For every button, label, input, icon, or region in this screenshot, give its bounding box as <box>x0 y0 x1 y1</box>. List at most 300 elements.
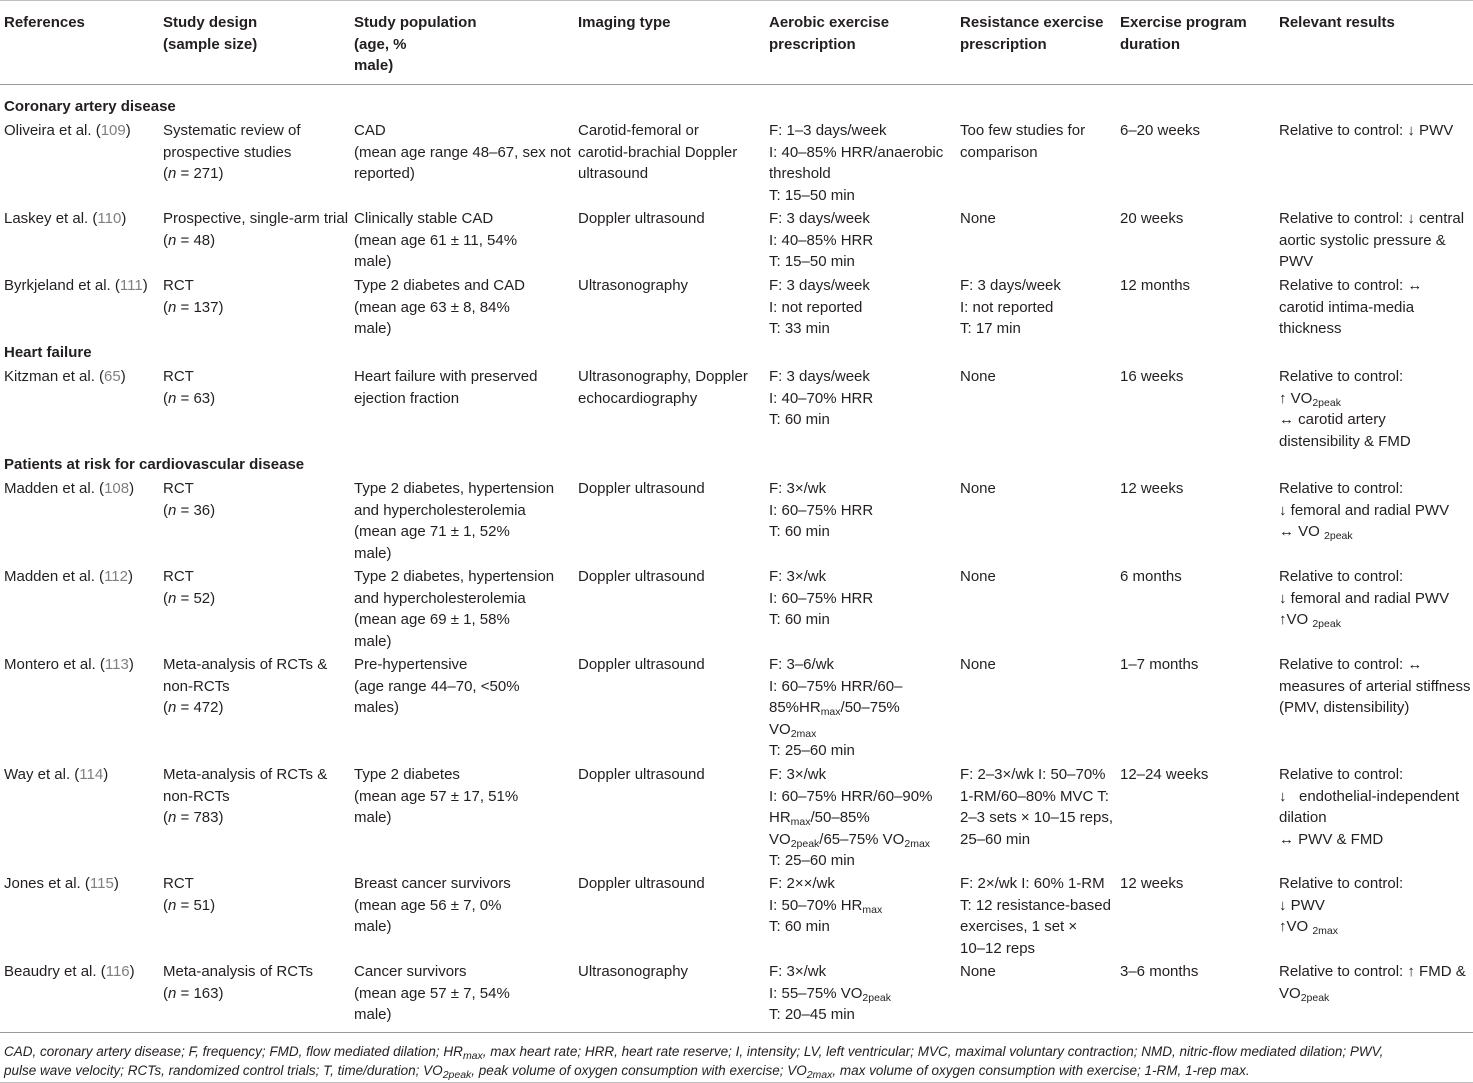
reference-author: Byrkjeland et al. ( <box>4 277 120 294</box>
sample-eq: = <box>176 809 194 826</box>
cell-design <box>163 873 215 916</box>
aerobic-line: I: 60–75% HRR/60– <box>769 677 903 695</box>
aerobic-line <box>769 719 902 741</box>
resistance-line: comparison <box>960 143 1038 161</box>
population-line: Type 2 diabetes, hypertension <box>354 480 555 497</box>
design-line: Meta-analysis of RCTs & <box>163 656 328 673</box>
cell-duration: 6 months <box>1120 568 1182 585</box>
cell-population <box>354 961 510 1026</box>
results-line: Relative to control: ↔ <box>1279 656 1423 673</box>
cell-reference <box>4 275 148 297</box>
population-line: male) <box>354 1006 392 1023</box>
results-line <box>1279 983 1466 1005</box>
resistance-line: 2–3 sets × 10–15 reps, <box>960 809 1114 826</box>
reference-author: Kitzman et al. ( <box>4 368 105 385</box>
population-line: (mean age 57 ± 7, 54% <box>354 984 510 1002</box>
header-study-design <box>163 12 257 55</box>
cell-resistance <box>960 275 1061 340</box>
cell-duration: 1–7 months <box>1120 656 1199 673</box>
header-resistance <box>960 12 1103 55</box>
results-line <box>1279 916 1403 938</box>
results-subscript: 2peak <box>1300 991 1330 1004</box>
imaging-line: Doppler ultrasound <box>578 875 705 892</box>
sample-size: (n = 271) <box>163 165 224 182</box>
sample-eq: = <box>176 389 194 407</box>
cell-reference <box>4 366 126 388</box>
cell-population <box>354 764 518 829</box>
aerobic-line: T: 33 min <box>769 320 830 337</box>
design-line: Prospective, single-arm trial <box>163 210 349 227</box>
design-line: RCT <box>163 277 194 294</box>
cell-duration: 20 weeks <box>1120 210 1184 227</box>
sample-eq: = <box>176 896 194 914</box>
cell-imaging <box>578 654 705 676</box>
footnote-text: , max heart rate; HRR, heart rate reserve; I, intensity; LV, left ventricular; MVC, maximal voluntary contraction; NMD, nitric-flow mediated dilation; PWV, <box>482 1044 1384 1059</box>
cell-resistance <box>960 566 996 588</box>
reference-link[interactable]: 65 <box>104 368 121 385</box>
reference-author: Madden et al. ( <box>4 480 105 497</box>
aerobic-subscript: max <box>862 903 883 916</box>
population-line: (mean age 56 ± 7, 0% <box>354 896 502 914</box>
cell-aerobic <box>769 654 902 762</box>
sample-size: (n = 48) <box>163 231 216 249</box>
population-line: male) <box>354 918 392 935</box>
results-line: dilation <box>1279 809 1327 826</box>
header-imaging-text: Imaging type <box>578 14 671 31</box>
header-study-population <box>354 12 476 77</box>
sample-eq: = <box>176 501 194 519</box>
aerobic-subscript: max <box>790 816 811 828</box>
reference-link[interactable]: 113 <box>104 656 129 673</box>
reference-link[interactable]: 110 <box>97 210 122 227</box>
aerobic-line: T: 20–45 min <box>769 1006 855 1023</box>
cell-reference <box>4 120 131 142</box>
population-line: (mean age 61 ± 11, 54% <box>354 231 518 249</box>
imaging-line: Doppler ultrasound <box>578 480 705 497</box>
cell-duration: 12–24 weeks <box>1120 766 1209 783</box>
header-duration-line: duration <box>1120 35 1180 53</box>
sample-size: (n = 783) <box>163 809 224 826</box>
reference-author: Oliveira et al. ( <box>4 122 101 139</box>
resistance-line: None <box>960 568 996 585</box>
sample-n-value: 472 <box>193 699 219 716</box>
resistance-line: T: 12 resistance-based <box>960 896 1111 914</box>
aerobic-line: F: 3×/wk <box>769 568 827 585</box>
results-subscript: 2max <box>1312 925 1339 937</box>
cell-resistance <box>960 764 1113 850</box>
footnote-line-2 <box>4 1060 1250 1081</box>
aerobic-text: /50–75% <box>840 699 900 716</box>
reference-close: ) <box>129 963 135 980</box>
sample-n-value: 137 <box>193 298 219 316</box>
aerobic-line: I: 40–70% HRR <box>769 389 874 407</box>
aerobic-line: F: 2××/wk <box>769 875 835 892</box>
aerobic-line: I: 60–75% HRR/60–90% <box>769 787 933 805</box>
sample-eq: = <box>176 298 194 316</box>
results-text: ↑VO <box>1279 611 1313 628</box>
reference-close: ) <box>121 210 127 227</box>
cell-duration: 12 months <box>1120 277 1191 294</box>
aerobic-line <box>769 807 932 829</box>
sample-n-label: n <box>168 699 177 716</box>
cell-duration: 16 weeks <box>1120 368 1184 385</box>
aerobic-line: T: 15–50 min <box>769 186 855 204</box>
cell-imaging <box>578 275 688 297</box>
results-line: Relative to control: ↑ FMD & <box>1279 963 1466 980</box>
sample-n-value: 36 <box>193 501 211 519</box>
design-line: non-RCTs <box>163 787 230 805</box>
results-line: ↓ femoral and radial PWV <box>1279 589 1450 607</box>
results-line: Relative to control: <box>1279 368 1404 385</box>
cell-duration: 12 weeks <box>1120 480 1184 497</box>
aerobic-line <box>769 697 902 719</box>
results-line: Relative to control: <box>1279 480 1404 497</box>
aerobic-line <box>769 895 882 917</box>
resistance-line: None <box>960 656 996 673</box>
footnote-text: pulse wave velocity; RCTs, randomized control trials; T, time/duration; VO <box>4 1063 443 1078</box>
population-line: males) <box>354 699 400 716</box>
aerobic-text: VO <box>769 830 791 848</box>
cell-reference <box>4 208 126 230</box>
results-line: PWV <box>1279 253 1314 270</box>
cell-imaging <box>578 566 705 588</box>
sample-n-value: 163 <box>193 984 219 1002</box>
sample-size: (n = 36) <box>163 501 216 519</box>
population-line: male) <box>354 320 392 337</box>
population-line: CAD <box>354 122 386 139</box>
cell-design <box>163 654 327 719</box>
cell-results <box>1279 478 1449 543</box>
results-line: ↓ PWV <box>1279 896 1325 914</box>
footnote-subscript: max <box>462 1050 483 1062</box>
imaging-line: Doppler ultrasound <box>578 210 705 227</box>
resistance-line: T: 17 min <box>960 320 1021 337</box>
aerobic-line: T: 60 min <box>769 411 830 428</box>
cell-results <box>1279 120 1453 142</box>
reference-author: Montero et al. ( <box>4 656 105 673</box>
aerobic-line: I: not reported <box>769 298 863 316</box>
sample-size: (n = 51) <box>163 896 216 914</box>
cell-resistance <box>960 654 996 676</box>
header-aerobic <box>769 12 889 55</box>
results-subscript: 2peak <box>1324 530 1353 542</box>
cell-duration: 3–6 months <box>1120 963 1199 980</box>
population-line: (mean age range 48–67, sex not <box>354 143 571 161</box>
sample-n-value: 63 <box>193 389 211 407</box>
cell-results <box>1279 366 1411 452</box>
header-resistance-line: prescription <box>960 35 1047 53</box>
reference-link[interactable]: 114 <box>79 766 104 783</box>
cell-population <box>354 120 571 185</box>
imaging-line: Ultrasonography <box>578 277 689 294</box>
header-population-line: Study population <box>354 14 477 31</box>
results-subscript: 2peak <box>1312 618 1341 630</box>
cell-design <box>163 120 301 185</box>
sample-n-label: n <box>168 165 177 182</box>
sample-n-label: n <box>168 389 177 407</box>
population-line: and hypercholesterolemia <box>354 501 526 519</box>
resistance-line: 1-RM/60–80% MVC T: <box>960 787 1109 805</box>
reference-close: ) <box>127 568 133 585</box>
population-line: Type 2 diabetes <box>354 766 460 783</box>
population-line: Cancer survivors <box>354 963 467 980</box>
population-line: (age range 44–70, <50% <box>354 677 520 695</box>
footnote-subscript: 2max <box>806 1069 833 1081</box>
aerobic-line: F: 3–6/wk <box>769 656 835 673</box>
cell-population <box>354 566 554 652</box>
cell-imaging <box>578 961 688 983</box>
design-line: prospective studies <box>163 143 292 161</box>
resistance-line: None <box>960 210 996 227</box>
header-population-line: male) <box>354 57 394 74</box>
aerobic-line: I: 60–75% HRR <box>769 501 874 519</box>
aerobic-text: /50–85% <box>810 809 870 826</box>
population-line: male) <box>354 809 392 826</box>
header-imaging-type <box>578 12 671 34</box>
reference-close: ) <box>125 122 131 139</box>
results-line: Relative to control: ↓ central <box>1279 210 1465 227</box>
cell-resistance <box>960 478 996 500</box>
sample-size: (n = 63) <box>163 389 216 407</box>
section-heading-heart-failure: Heart failure <box>4 344 92 361</box>
cell-population <box>354 208 517 273</box>
design-line: Systematic review of <box>163 122 301 139</box>
reference-author: Laskey et al. ( <box>4 210 98 227</box>
aerobic-subscript: 2peak <box>862 991 892 1004</box>
aerobic-line: T: 15–50 min <box>769 253 855 270</box>
reference-author: Jones et al. ( <box>4 875 90 892</box>
imaging-line: Carotid-femoral or <box>578 122 699 139</box>
reference-link[interactable]: 108 <box>104 480 130 497</box>
cell-imaging <box>578 208 705 230</box>
resistance-line: F: 2–3×/wk I: 50–70% <box>960 766 1106 783</box>
cell-results <box>1279 654 1470 719</box>
reference-link[interactable]: 115 <box>89 875 114 892</box>
cell-resistance <box>960 208 996 230</box>
aerobic-line: F: 1–3 days/week <box>769 122 887 139</box>
aerobic-subscript: 2max <box>904 837 931 850</box>
results-line: distensibility & FMD <box>1279 432 1411 450</box>
aerobic-text: HR <box>769 809 791 826</box>
section-heading-cad: Coronary artery disease <box>4 98 176 115</box>
cell-results <box>1279 566 1449 631</box>
imaging-line: Ultrasonography <box>578 963 689 980</box>
aerobic-text: VO <box>769 720 791 738</box>
cell-imaging <box>578 873 705 895</box>
aerobic-subscript: 2max <box>790 727 817 740</box>
cell-design <box>163 478 215 521</box>
results-line: ↓ endothelial-independent <box>1279 787 1460 805</box>
results-line: ↓ femoral and radial PWV <box>1279 501 1450 519</box>
population-line: male) <box>354 632 392 650</box>
population-line: Clinically stable CAD <box>354 210 494 227</box>
population-line: Type 2 diabetes and CAD <box>354 277 525 294</box>
results-line: Relative to control: <box>1279 875 1404 892</box>
cell-results <box>1279 961 1466 1004</box>
header-rule <box>0 84 1473 85</box>
design-line: RCT <box>163 368 194 385</box>
reference-link[interactable]: 109 <box>100 122 126 139</box>
cell-aerobic <box>769 275 870 340</box>
population-line: (mean age 63 ± 8, 84% <box>354 298 510 316</box>
sample-eq: = <box>176 165 194 182</box>
cell-reference <box>4 478 134 500</box>
aerobic-line: T: 25–60 min <box>769 742 855 759</box>
sample-n-label: n <box>168 298 177 316</box>
header-aerobic-line: Aerobic exercise <box>769 14 890 31</box>
population-line: (mean age 71 ± 1, 52% <box>354 523 510 540</box>
cell-imaging <box>578 120 737 185</box>
aerobic-line: F: 3×/wk <box>769 963 827 980</box>
cell-reference <box>4 654 134 676</box>
results-text: ↑ VO <box>1279 389 1313 407</box>
resistance-line: 10–12 reps <box>960 939 1036 957</box>
results-line: Relative to control: <box>1279 766 1404 783</box>
aerobic-line: F: 3×/wk <box>769 480 827 497</box>
cell-aerobic <box>769 478 873 543</box>
cell-resistance <box>960 366 996 388</box>
footnote-text: CAD, coronary artery disease; F, frequency; FMD, flow mediated dilation; HR <box>4 1044 463 1059</box>
imaging-line: Doppler ultrasound <box>578 568 705 585</box>
sample-n-label: n <box>168 231 177 249</box>
population-line: male) <box>354 253 392 270</box>
cell-design <box>163 208 348 251</box>
results-line: aortic systolic pressure & <box>1279 231 1446 249</box>
reference-link[interactable]: 112 <box>104 568 128 585</box>
header-references-text: References <box>4 14 85 31</box>
table-bottom-rule <box>0 1032 1473 1033</box>
sample-n-label: n <box>168 809 177 826</box>
population-line: Pre-hypertensive <box>354 656 468 673</box>
cell-results <box>1279 764 1459 850</box>
aerobic-line: I: 40–85% HRR <box>769 231 874 249</box>
population-line: male) <box>354 544 392 562</box>
table-top-rule <box>0 0 1473 1</box>
cell-design <box>163 764 327 829</box>
cell-population <box>354 366 537 409</box>
design-line: RCT <box>163 480 194 497</box>
cell-duration: 12 weeks <box>1120 875 1184 892</box>
aerobic-line: threshold <box>769 165 831 182</box>
reference-close: ) <box>103 766 109 783</box>
population-line: (mean age 57 ± 17, 51% <box>354 787 519 805</box>
resistance-line: None <box>960 480 996 497</box>
aerobic-subscript: 2peak <box>790 837 820 850</box>
resistance-line: Too few studies for <box>960 122 1086 139</box>
cell-imaging <box>578 366 748 409</box>
sample-n-value: 51 <box>193 896 211 914</box>
imaging-line: echocardiography <box>578 389 698 407</box>
sample-eq: = <box>176 984 194 1002</box>
header-design-line: Study design <box>163 14 258 31</box>
cell-aerobic <box>769 764 932 872</box>
imaging-line: ultrasound <box>578 165 649 182</box>
results-line: Relative to control: ↓ PWV <box>1279 122 1454 139</box>
sample-eq: = <box>176 231 194 249</box>
imaging-line: Doppler ultrasound <box>578 766 705 783</box>
design-line: RCT <box>163 875 194 892</box>
cell-aerobic <box>769 208 873 273</box>
cell-reference <box>4 764 108 786</box>
aerobic-line: T: 60 min <box>769 523 830 540</box>
resistance-line: I: not reported <box>960 298 1054 316</box>
cell-population <box>354 275 525 340</box>
header-population-line: (age, % <box>354 35 407 53</box>
sample-n-label: n <box>168 589 177 607</box>
sample-n-label: n <box>168 984 177 1002</box>
design-line: Meta-analysis of RCTs & <box>163 766 328 783</box>
cell-population <box>354 873 511 938</box>
cell-design <box>163 366 215 409</box>
cell-duration: 6–20 weeks <box>1120 122 1201 139</box>
sample-n-label: n <box>168 501 177 519</box>
results-line: Relative to control: <box>1279 568 1404 585</box>
cell-reference <box>4 961 135 983</box>
resistance-line: F: 3 days/week <box>960 277 1061 294</box>
aerobic-line: T: 60 min <box>769 611 830 628</box>
results-text: VO <box>1279 984 1301 1002</box>
results-text: ↑VO <box>1279 918 1313 935</box>
population-line: Type 2 diabetes, hypertension <box>354 568 555 585</box>
aerobic-line: I: 40–85% HRR/anaerobic <box>769 143 944 161</box>
design-line: non-RCTs <box>163 677 230 695</box>
sample-eq: = <box>176 589 194 607</box>
aerobic-line: F: 3 days/week <box>769 277 870 294</box>
sample-eq: = <box>176 699 194 716</box>
aerobic-line: I: 60–75% HRR <box>769 589 874 607</box>
sample-n-value: 783 <box>193 809 219 826</box>
aerobic-line: F: 3×/wk <box>769 766 827 783</box>
header-duration-line: Exercise program <box>1120 14 1247 31</box>
population-line: and hypercholesterolemia <box>354 589 526 607</box>
population-line: Heart failure with preserved <box>354 368 538 385</box>
aerobic-line <box>769 829 932 851</box>
footnote-text: , peak volume of oxygen consumption with exercise; VO <box>471 1063 807 1078</box>
cell-resistance <box>960 961 996 983</box>
cell-design <box>163 566 215 609</box>
population-line: ejection fraction <box>354 389 460 407</box>
reference-link[interactable]: 111 <box>119 277 143 294</box>
reference-link[interactable]: 116 <box>105 963 130 980</box>
footnote-text: , max volume of oxygen consumption with exercise; 1-RM, 1-rep max. <box>832 1063 1250 1078</box>
cell-reference <box>4 873 119 895</box>
header-results-text: Relevant results <box>1279 14 1395 31</box>
cell-aerobic <box>769 120 943 206</box>
aerobic-line: F: 3 days/week <box>769 368 870 385</box>
resistance-line: None <box>960 368 996 385</box>
reference-author: Beaudry et al. ( <box>4 963 106 980</box>
cell-design <box>163 961 313 1004</box>
cell-imaging <box>578 478 705 500</box>
cell-results <box>1279 275 1422 340</box>
results-line: measures of arterial stiffness <box>1279 677 1471 695</box>
cell-aerobic <box>769 566 873 631</box>
resistance-line: exercises, 1 set × <box>960 918 1078 935</box>
sample-size: (n = 137) <box>163 298 224 316</box>
results-line <box>1279 388 1411 410</box>
cell-design <box>163 275 223 318</box>
reference-close: ) <box>128 656 134 673</box>
cell-aerobic <box>769 873 882 938</box>
reference-close: ) <box>129 480 135 497</box>
aerobic-text: /65–75% VO <box>819 830 905 848</box>
imaging-line: Ultrasonography, Doppler <box>578 368 748 385</box>
cell-reference <box>4 566 133 588</box>
results-line: ↔ carotid artery <box>1279 411 1386 428</box>
cell-resistance <box>960 120 1085 163</box>
results-line <box>1279 521 1449 543</box>
aerobic-line <box>769 983 891 1005</box>
